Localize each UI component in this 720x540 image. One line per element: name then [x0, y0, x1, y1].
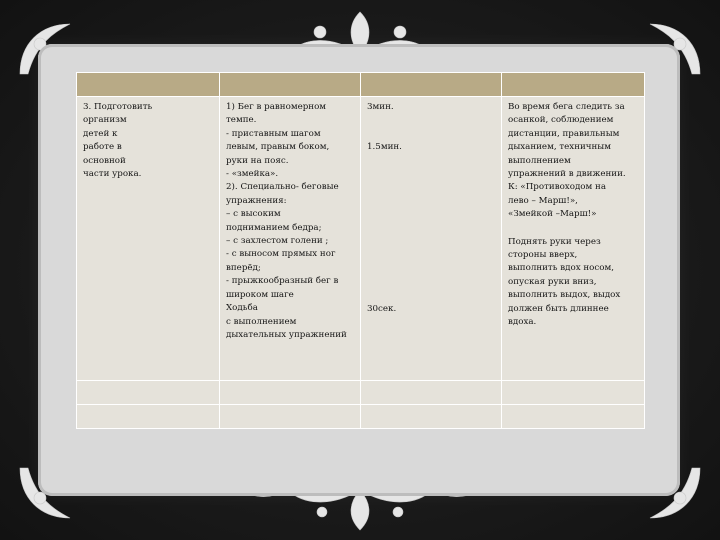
empty-cell	[220, 405, 361, 429]
header-cell	[361, 73, 502, 97]
table-row	[77, 405, 645, 429]
table-row	[77, 381, 645, 405]
header-cell	[502, 73, 645, 97]
empty-cell	[361, 405, 502, 429]
duration-walk-text: 30сек.	[367, 303, 397, 314]
notes-breathing-text: Поднять руки через стороны вверх, выполнить вдох носом, опуская руки вниз, выполнить выдох, выдох должен быть длиннее вдоха.	[508, 236, 621, 328]
stage-text: 3. Подготовить организм детей к работе в основной части урока.	[83, 102, 153, 180]
empty-cell	[361, 381, 502, 405]
empty-cell	[77, 405, 220, 429]
header-cell	[77, 73, 220, 97]
empty-cell	[77, 381, 220, 405]
duration-cell	[361, 97, 502, 381]
duration-run-text: 3мин.	[367, 102, 394, 112]
header-cell	[220, 73, 361, 97]
notes-run-text: Во время бега следить за осанкой, соблюдением дистанции, правильным дыханием, техничным выполнением упражнений в движении. К: «Противоходом на лево – Марш!», «Змейкой –Марш!»	[508, 102, 626, 220]
duration-side-step-text: 1.5мин.	[367, 142, 402, 153]
empty-cell	[502, 405, 645, 429]
exercises-cell	[220, 97, 361, 381]
empty-cell	[220, 381, 361, 405]
table-header-row	[77, 73, 645, 97]
stage-cell	[77, 97, 220, 381]
notes-cell	[502, 97, 645, 381]
lesson-plan-table	[76, 72, 645, 429]
exercises-text: 1) Бег в равномерном темпе. - приставным шагом левым, правым боком, руки на пояс. - «змейка». 2). Специально- беговые упражнения: – с высоким подниманием бедра; – с захлестом голени ; - с выносом прямых ног вперёд; - прыжкообразный бег в широком шаге Ходьба с выполнением дыхательных упражнений	[226, 102, 347, 340]
empty-cell	[502, 381, 645, 405]
table-row	[77, 97, 645, 381]
